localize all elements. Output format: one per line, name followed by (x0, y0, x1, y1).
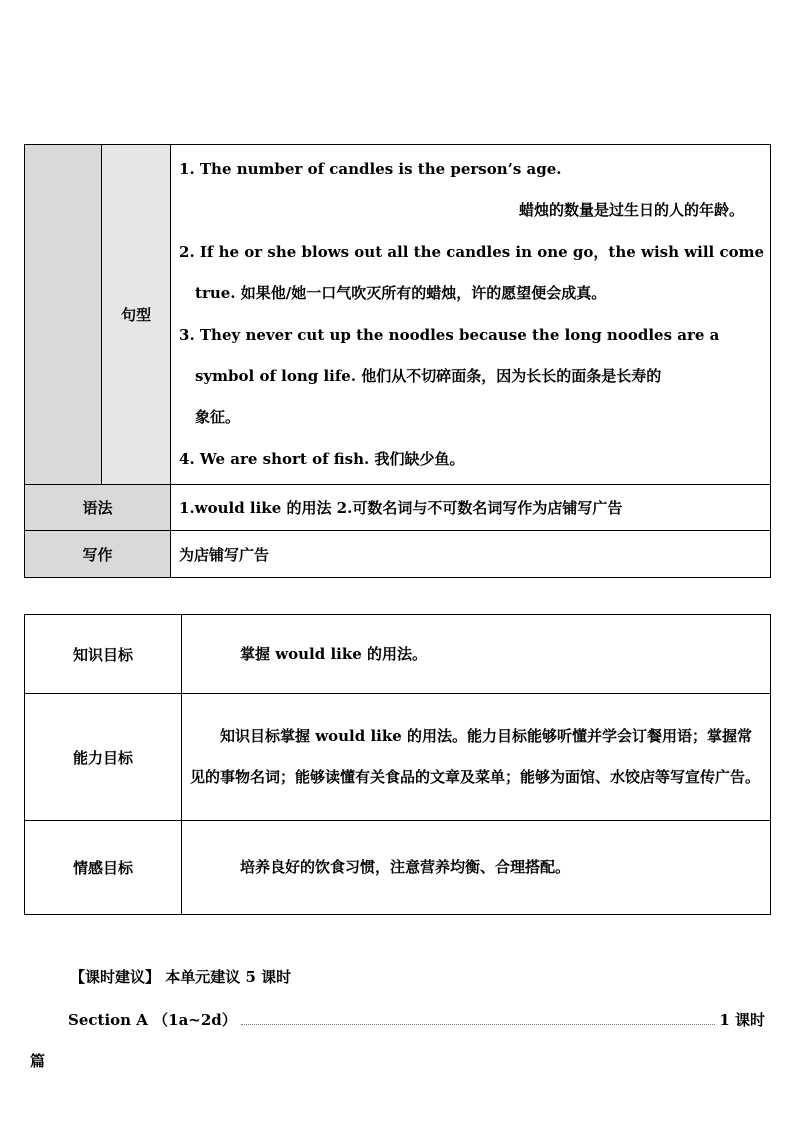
grammar-label: 语法 (25, 485, 171, 531)
writing-label: 写作 (25, 531, 171, 578)
leader-dots (241, 1014, 716, 1025)
sentence-line: symbol of long life. 他们从不切碎面条，因为长长的面条是长寿的 (195, 366, 662, 385)
unit-overview-table (24, 144, 771, 578)
emotion-goal-text: 培养良好的饮食习惯，注意营养均衡、合理搭配。 (182, 821, 771, 915)
writing-text: 为店铺写广告 (171, 531, 771, 578)
sentence-line: 3. They never cut up the noodles because the long noodles are a (179, 325, 720, 344)
sentence-line: 4. We are short of fish. 我们缺少鱼。 (179, 449, 465, 468)
sentence-line: true. 如果他/她一口气吹灭所有的蜡烛，许的愿望便会成真。 (195, 284, 607, 303)
sentence-line: 象征。 (195, 408, 241, 427)
knowledge-goal-label: 知识目标 (25, 615, 182, 694)
sentence-content (171, 145, 771, 485)
class-hours-advice: 【课时建议】 本单元建议 5 课时 (70, 968, 292, 986)
sentence-line: 蜡烛的数量是过生日的人的年龄。 (518, 201, 744, 220)
objectives-table (24, 614, 771, 915)
section-a-title: Section A （1a~2d） (68, 1011, 237, 1029)
section-a-entry (68, 1009, 765, 1030)
sentence-line: 1. The number of candles is the person’s age. (179, 160, 562, 178)
sentence-label: 句型 (102, 145, 171, 485)
section-a-hours: 1 课时 (719, 1011, 765, 1029)
knowledge-goal-text: 掌握 would like 的用法。 (182, 615, 771, 694)
grammar-text: 1.would like 的用法 2.可数名词与不可数名词写作为店铺写广告 (171, 485, 771, 531)
ability-goal-text: 知识目标掌握 would like 的用法。能力目标能够听懂并学会订餐用语；掌握常见的事物名词；能够读懂有关食品的文章及菜单；能够为面馆、水饺店等写宣传广告。 (182, 694, 771, 821)
ability-goal-label: 能力目标 (25, 694, 182, 821)
emotion-goal-label: 情感目标 (25, 821, 182, 915)
category-cell (25, 145, 102, 485)
trailing-character: 篇 (30, 1052, 46, 1070)
sentence-line: 2. If he or she blows out all the candles in one go，the wish will come (179, 242, 764, 261)
